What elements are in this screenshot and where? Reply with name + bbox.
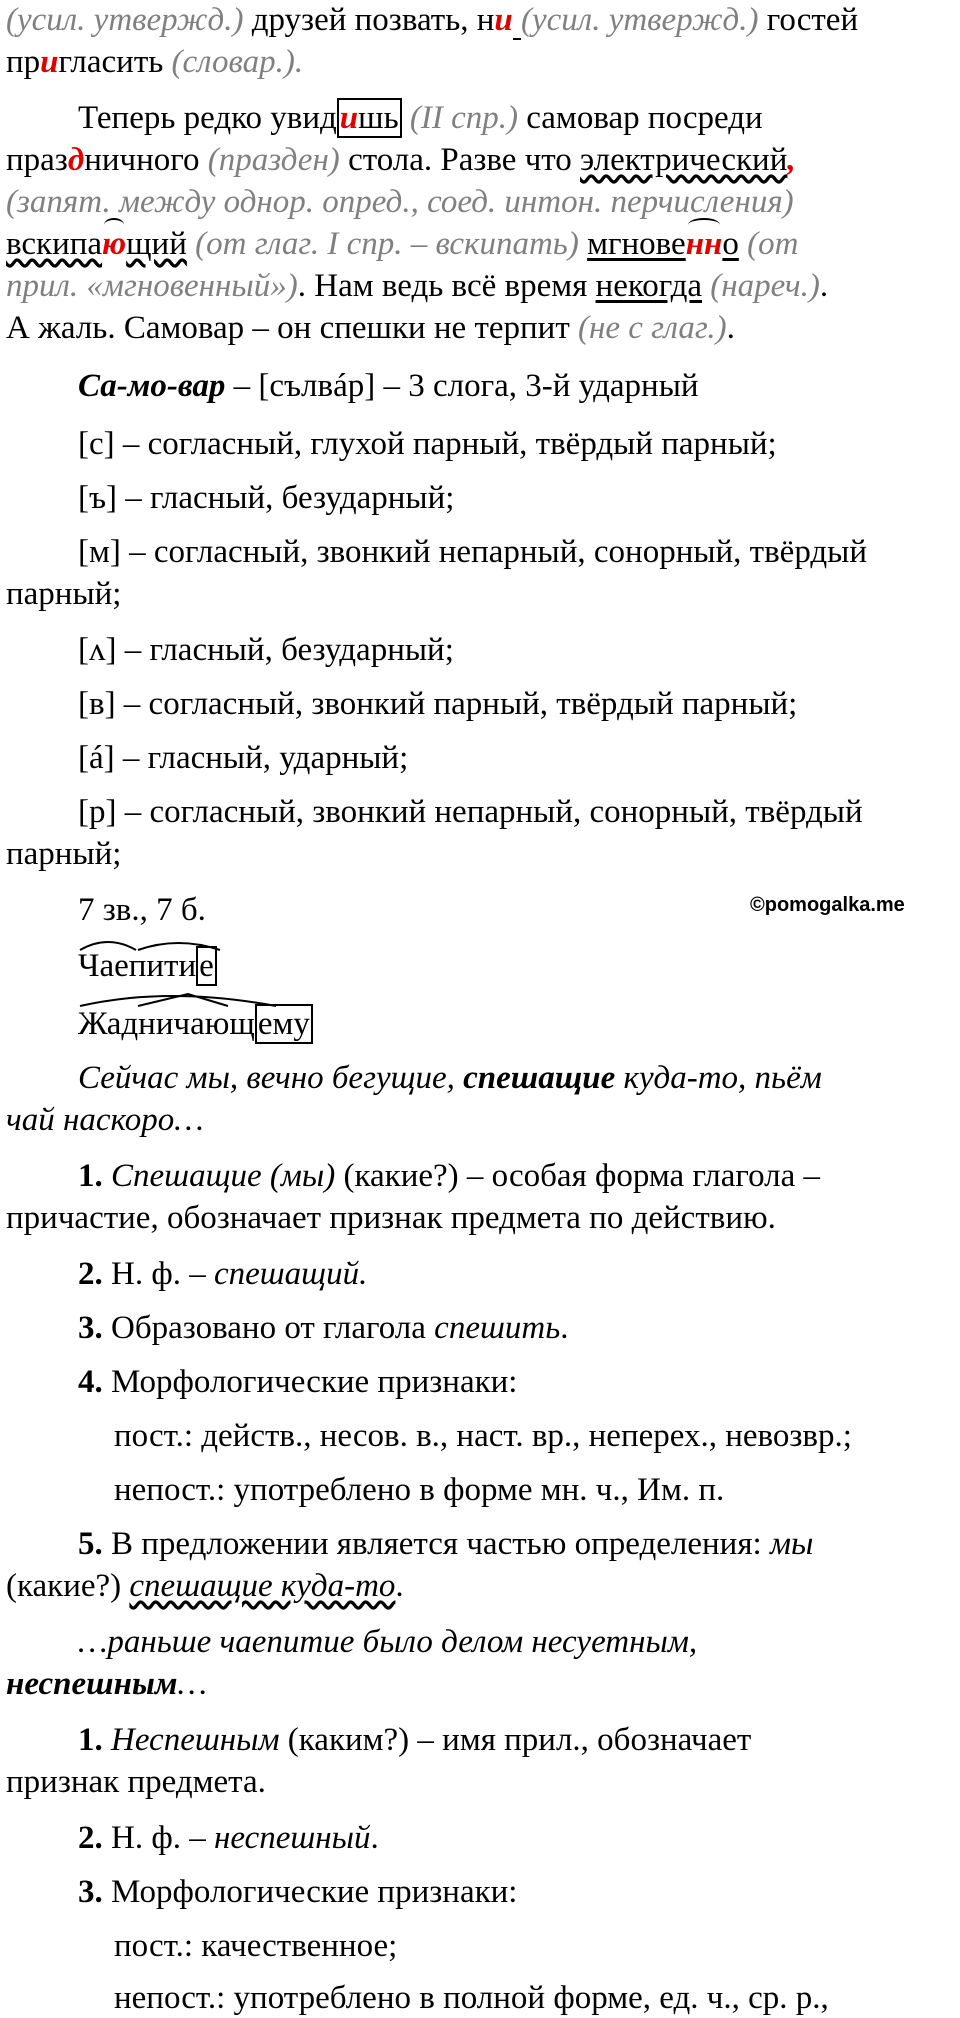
analysis-1-item-2: 2. Н. ф. – спешащий. <box>78 1256 368 1292</box>
morpheme-word-1: Чаепитие <box>78 946 217 986</box>
analysis-1-item-5: 5. В предложении является частью определения: мы <box>78 1526 814 1562</box>
phonetic-header: Са-мо-вар – [сълвáр] – 3 слога, 3-й ударный <box>78 368 699 404</box>
note-strengthen: (усил. утвержд.) <box>6 2 244 38</box>
sentence-2: …раньше чаепитие было делом несуетным, <box>78 1624 698 1660</box>
analysis-2-item-3: 3. Морфологические признаки: <box>78 1874 518 1910</box>
sentence-1b: чай наскоро… <box>6 1102 204 1138</box>
text-line-1: (усил. утвержд.) друзей позвать, ни (усил. утвержд.) гостей <box>6 2 859 38</box>
morpheme-word-2: Жадничающему <box>78 1004 313 1044</box>
text-line-2: пригласить (словар.). <box>6 44 304 80</box>
analysis-1-item-5b: (какие?) спешащие куда-то. <box>6 1568 404 1604</box>
morpheme-arcs <box>78 938 228 952</box>
text-line-4: праздничного (празден) стола. Разве что электрический, <box>6 142 796 178</box>
analysis-1-item-1: 1. Спешащие (мы) (какие?) – особая форма глагола – <box>78 1158 821 1194</box>
text-line-8: А жаль. Самовар – он спешки не терпит (не с глаг.). <box>6 310 735 346</box>
text-line-6: вскипающий (от глаг. I спр. – вскипать) мгновенно (от <box>6 226 799 262</box>
text-line-3: Теперь редко увидишь (II спр.) самовар посреди <box>78 100 763 136</box>
analysis-2-item-2: 2. Н. ф. – неспешный. <box>78 1820 379 1856</box>
phonetic-line-3b: парный; <box>6 576 122 612</box>
analysis-1-item-3: 3. Образовано от глагола спешить. <box>78 1310 569 1346</box>
watermark: ©pomogalka.me <box>750 894 905 916</box>
phonetic-line-3: [м] – согласный, звонкий непарный, сонорный, твёрдый <box>78 534 868 570</box>
analysis-2-item-1: 1. Неспешным (каким?) – имя прил., обозначает <box>78 1722 752 1758</box>
phonetic-summary: 7 зв., 7 б. <box>78 892 206 928</box>
analysis-2-item-1b: признак предмета. <box>6 1764 266 1800</box>
phonetic-line-2: [ъ] – гласный, безударный; <box>78 480 455 516</box>
analysis-1-item-1b: причастие, обозначает признак предмета по действию. <box>6 1200 776 1236</box>
sentence-1: Сейчас мы, вечно бегущие, спешащие куда-то, пьём <box>78 1060 822 1096</box>
phonetic-line-6: [á] – гласный, ударный; <box>78 740 409 776</box>
phonetic-line-4: [ʌ] – гласный, безударный; <box>78 632 454 668</box>
morpheme-arcs-2 <box>78 992 278 1008</box>
phonetic-line-7b: парный; <box>6 836 122 872</box>
analysis-1-item-4-const: пост.: действ., несов. в., наст. вр., неперех., невозвр.; <box>114 1418 852 1454</box>
text-line-5: (запят. между однор. опред., соед. интон. перчисления) <box>6 184 794 220</box>
analysis-1-item-4: 4. Морфологические признаки: <box>78 1364 518 1400</box>
analysis-2-item-3-var: непост.: употреблено в полной форме, ед. ч., ср. р., <box>114 1980 829 2016</box>
morpheme-parse: Чаепити <box>78 946 196 986</box>
phonetic-line-5: [в] – согласный, звонкий парный, твёрдый парный; <box>78 686 798 722</box>
analysis-2-item-3-const: пост.: качественное; <box>114 1928 398 1964</box>
phonetic-line-1: [с] – согласный, глухой парный, твёрдый парный; <box>78 426 777 462</box>
phonetic-line-7: [р] – согласный, звонкий непарный, сонорный, твёрдый <box>78 794 863 830</box>
text-line-7: прил. «мгновенный»). Нам ведь всё время некогда (нареч.). <box>6 268 829 304</box>
analysis-1-item-4-var: непост.: употреблено в форме мн. ч., Им. п. <box>114 1472 725 1508</box>
sentence-2b: неспешным… <box>6 1666 207 1702</box>
